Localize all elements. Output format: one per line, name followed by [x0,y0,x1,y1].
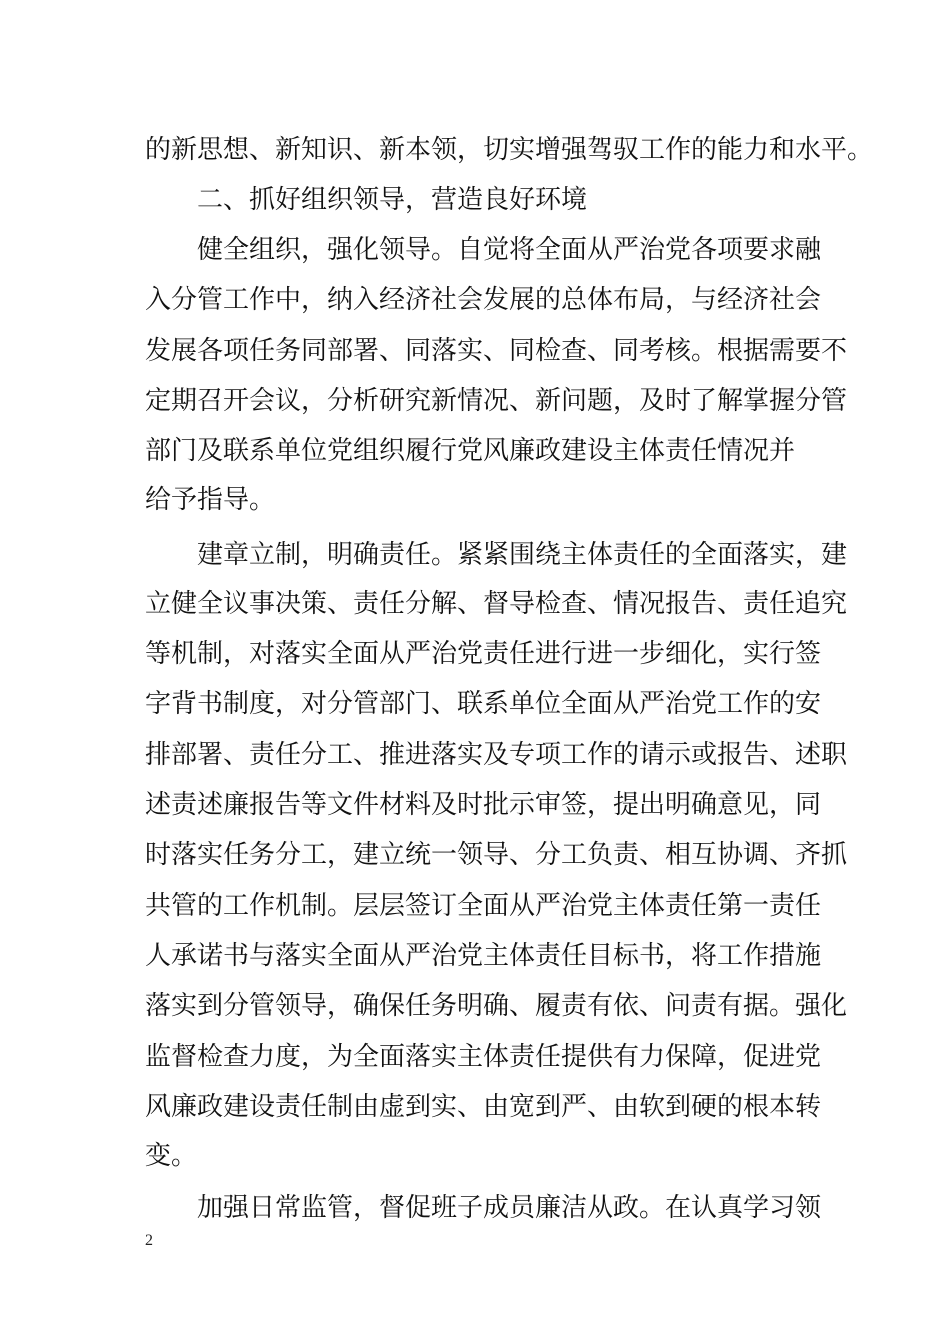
text-line: 共管的工作机制。层层签订全面从严治党主体责任第一责任 [145,891,822,921]
text-line: 述责述廉报告等文件材料及时批示审签，提出明确意见，同 [145,790,822,820]
text-line: 时落实任务分工，建立统一领导、分工负责、相互协调、齐抓 [145,840,848,870]
text-line: 入分管工作中，纳入经济社会发展的总体布局，与经济社会 [145,285,822,315]
page-number: 2 [145,1232,153,1249]
text-line: 落实到分管领导，确保任务明确、履责有依、问责有据。强化 [145,991,848,1021]
text-line: 立健全议事决策、责任分解、督导检查、情况报告、责任追究 [145,589,848,619]
text-line: 给予指导。 [145,485,276,515]
text-line: 建章立制，明确责任。紧紧围绕主体责任的全面落实，建 [197,540,848,570]
section-heading: 二、抓好组织领导，营造良好环境 [197,185,588,215]
text-line: 等机制，对落实全面从严治党责任进行进一步细化，实行签 [145,639,822,669]
text-line: 发展各项任务同部署、同落实、同检查、同考核。根据需要不 [145,336,848,366]
text-line: 人承诺书与落实全面从严治党主体责任目标书，将工作措施 [145,941,822,971]
text-line: 的新思想、新知识、新本领，切实增强驾驭工作的能力和水平。 [145,135,874,165]
text-line: 字背书制度，对分管部门、联系单位全面从严治党工作的安 [145,689,822,719]
text-line: 健全组织，强化领导。自觉将全面从严治党各项要求融 [197,235,822,265]
text-line: 加强日常监管，督促班子成员廉洁从政。在认真学习领 [197,1193,822,1223]
text-line: 变。 [145,1141,198,1171]
text-line: 监督检查力度，为全面落实主体责任提供有力保障，促进党 [145,1042,822,1072]
text-line: 定期召开会议，分析研究新情况、新问题，及时了解掌握分管 [145,386,848,416]
text-line: 部门及联系单位党组织履行党风廉政建设主体责任情况并 [145,436,796,466]
text-line: 风廉政建设责任制由虚到实、由宽到严、由软到硬的根本转 [145,1092,822,1122]
text-line: 排部署、责任分工、推进落实及专项工作的请示或报告、述职 [145,740,848,770]
